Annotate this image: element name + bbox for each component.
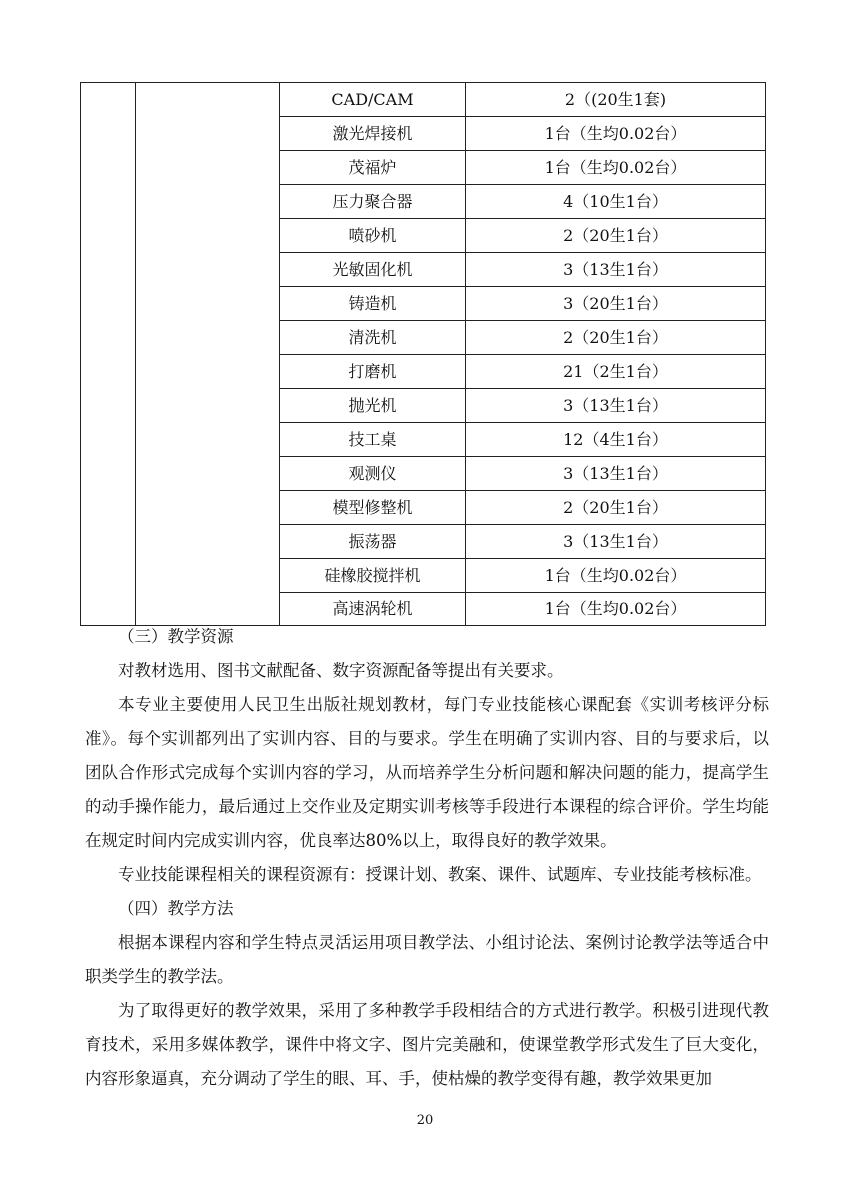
equipment-quantity-cell: 3（20生1台） bbox=[466, 287, 766, 321]
equipment-name-cell: 清洗机 bbox=[280, 321, 466, 355]
equipment-quantity-cell: 1台（生均0.02台） bbox=[466, 559, 766, 593]
equipment-quantity-cell: 3（13生1台） bbox=[466, 457, 766, 491]
section-heading-teaching-methods: （四）教学方法 bbox=[118, 899, 234, 918]
equipment-name-cell: 振荡器 bbox=[280, 525, 466, 559]
equipment-name-cell: 光敏固化机 bbox=[280, 253, 466, 287]
equipment-name-cell: 茂福炉 bbox=[280, 151, 466, 185]
equipment-name-cell: CAD/CAM bbox=[280, 83, 466, 117]
equipment-name-cell: 喷砂机 bbox=[280, 219, 466, 253]
equipment-table-body bbox=[81, 83, 766, 626]
equipment-name-cell: 打磨机 bbox=[280, 355, 466, 389]
equipment-quantity-cell: 2（20生1台） bbox=[466, 219, 766, 253]
equipment-quantity-cell: 1台（生均0.02台） bbox=[466, 593, 766, 626]
equipment-quantity-cell: 1台（生均0.02台） bbox=[466, 117, 766, 151]
equipment-quantity-cell: 21（2生1台） bbox=[466, 355, 766, 389]
equipment-quantity-cell: 4（10生1台） bbox=[466, 185, 766, 219]
equipment-name-cell: 模型修整机 bbox=[280, 491, 466, 525]
equipment-quantity-cell: 2（20生1台） bbox=[466, 321, 766, 355]
page-number: 20 bbox=[416, 1113, 434, 1128]
equipment-name-cell: 观测仪 bbox=[280, 457, 466, 491]
paragraph: 对教材选用、图书文献配备、数字资源配备等提出有关要求。 bbox=[118, 661, 564, 680]
paragraph: 根据本课程内容和学生特点灵活运用项目教学法、小组讨论法、案例讨论教学法等适合中职类学生的教学法。 bbox=[85, 933, 769, 986]
equipment-name-cell: 高速涡轮机 bbox=[280, 593, 466, 626]
equipment-quantity-cell: 1台（生均0.02台） bbox=[466, 151, 766, 185]
equipment-name-cell: 压力聚合器 bbox=[280, 185, 466, 219]
equipment-table bbox=[80, 82, 766, 626]
table-row bbox=[81, 83, 766, 117]
equipment-name-cell: 抛光机 bbox=[280, 389, 466, 423]
equipment-name-cell: 技工桌 bbox=[280, 423, 466, 457]
category-cell bbox=[81, 83, 136, 626]
equipment-quantity-cell: 2（20生1台） bbox=[466, 491, 766, 525]
equipment-name-cell: 硅橡胶搅拌机 bbox=[280, 559, 466, 593]
equipment-quantity-cell: 3（13生1台） bbox=[466, 389, 766, 423]
equipment-name-cell: 铸造机 bbox=[280, 287, 466, 321]
equipment-quantity-cell: 12（4生1台） bbox=[466, 423, 766, 457]
body-text bbox=[85, 620, 769, 1096]
paragraph: 专业技能课程相关的课程资源有：授课计划、教案、课件、试题库、专业技能考核标准。 bbox=[118, 865, 762, 884]
paragraph: 为了取得更好的教学效果，采用了多种教学手段相结合的方式进行教学。积极引进现代教育技术，采用多媒体教学，课件中将文字、图片完美融和，使课堂教学形式发生了巨大变化，内容形象逼真，充分调动了学生的眼、耳、手，使枯燥的教学变得有趣，教学效果更加 bbox=[85, 1001, 769, 1088]
paragraph: 本专业主要使用人民卫生出版社规划教材，每门专业技能核心课配套《实训考核评分标准》。每个实训都列出了实训内容、目的与要求。学生在明确了实训内容、目的与要求后，以团队合作形式完成每个实训内容的学习，从而培养学生分析问题和解决问题的能力，提高学生的动手操作能力，最后通过上交作业及定期实训考核等手段进行本课程的综合评价。学生均能在规定时间内完成实训内容，优良率达80%以上，取得良好的教学效果。 bbox=[85, 695, 769, 850]
equipment-name-cell: 激光焊接机 bbox=[280, 117, 466, 151]
equipment-quantity-cell: 2（(20生1套) bbox=[466, 83, 766, 117]
equipment-quantity-cell: 3（13生1台） bbox=[466, 253, 766, 287]
section-heading-teaching-resources: （三）教学资源 bbox=[118, 627, 234, 646]
equipment-quantity-cell: 3（13生1台） bbox=[466, 525, 766, 559]
subcategory-cell bbox=[136, 83, 280, 626]
